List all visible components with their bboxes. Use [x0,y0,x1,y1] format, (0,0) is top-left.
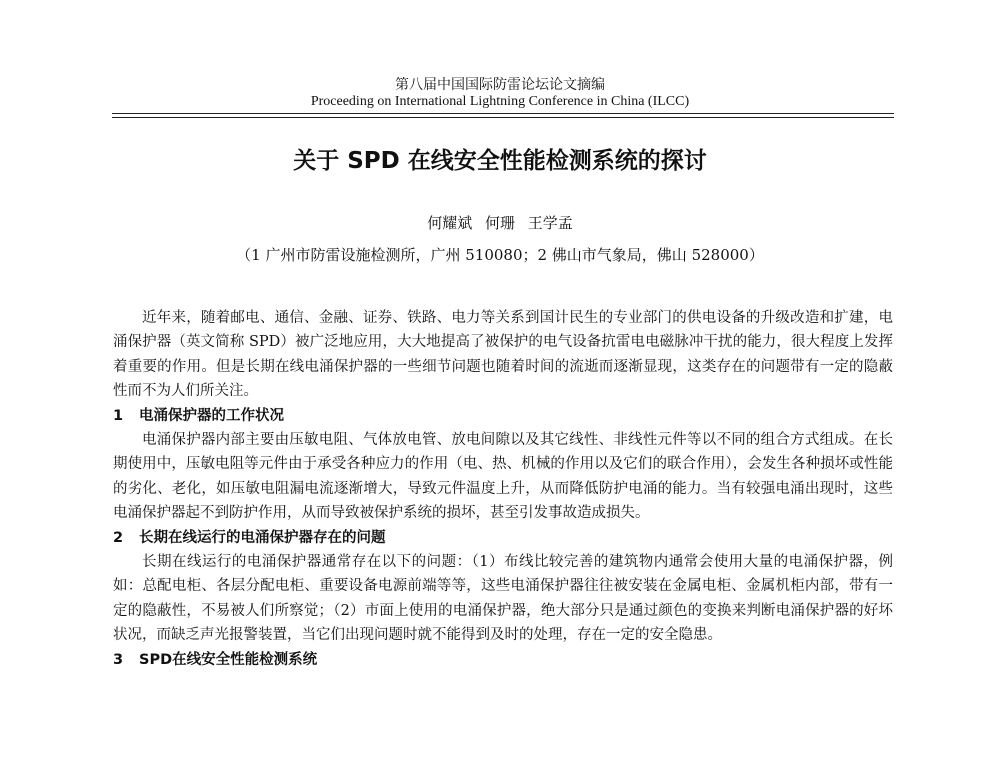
section-number: 1 [113,407,124,424]
running-header-english: Proceeding on International Lightning Conference in China (ILCC) [310,94,690,109]
section-paragraph: 电涌保护器内部主要由压敏电阻、气体放电管、放电间隙以及其它线性、非线性元件等以不同的组合方式组成。在长期使用中，压敏电阻等元件由于承受各种应力的作用（电、热、机械的作用以及它们的联合作用），会发生各种损坏或性能的劣化、老化，如压敏电阻漏电流逐渐增大，导致元件温度上升，从而降低防护电涌的能力。当有较强电涌出现时，这些电涌保护器起不到防护作用，从而导致被保护系统的损坏，甚至引发事故造成损失。 [113,432,893,522]
header-rule-thick [112,113,894,114]
section-heading [113,648,893,672]
section-heading [113,404,893,428]
paper-body [113,306,893,672]
intro-paragraph: 近年来，随着邮电、通信、金融、证券、铁路、电力等关系到国计民生的专业部门的供电设备的升级改造和扩建，电涌保护器（英文简称 SPD）被广泛地应用，大大地提高了被保护的电气设备抗雷电电磁脉冲干扰的能力，很大程度上发挥着重要的作用。但是长期在线电涌保护器的一些细节问题也随着时间的流逝而逐渐显现，这类存在的问题带有一定的隐蔽性而不为人们所关注。 [113,310,893,400]
section-heading [113,526,893,550]
header-rule-thin [112,117,894,118]
section-number: 3 [113,651,124,668]
section-title: 电涌保护器的工作状况 [139,407,284,424]
section-title: SPD在线安全性能检测系统 [139,651,318,668]
paper-title: 关于 SPD 在线安全性能检测系统的探讨 [293,148,707,174]
running-header-chinese: 第八届中国国际防雷论坛论文摘编 [395,77,605,93]
section-number: 2 [113,529,124,546]
section-title: 长期在线运行的电涌保护器存在的问题 [139,529,386,546]
section-paragraph: 长期在线运行的电涌保护器通常存在以下的问题：（1）布线比较完善的建筑物内通常会使用大量的电涌保护器，例如：总配电柜、各层分配电柜、重要设备电源前端等等，这些电涌保护器往往被安装在金属电柜、金属机柜内部，带有一定的隐蔽性，不易被人们所察觉；（2）市面上使用的电涌保护器，绝大部分只是通过颜色的变换来判断电涌保护器的好坏状况，而缺乏声光报警装置，当它们出现问题时就不能得到及时的处理，存在一定的安全隐患。 [113,554,893,644]
author-list: 何耀斌 何珊 王学孟 [427,214,573,232]
affiliation-line: （1 广州市防雷设施检测所，广州 510080；2 佛山市气象局，佛山 528000） [236,246,764,264]
